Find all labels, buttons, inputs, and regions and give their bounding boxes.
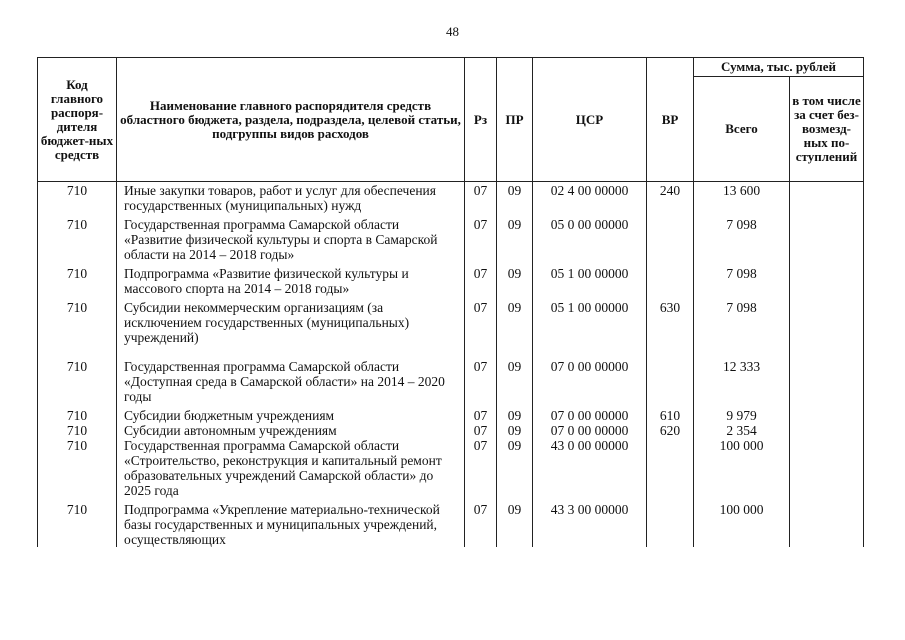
cell-vr	[647, 359, 694, 408]
cell-name: Иные закупки товаров, работ и услуг для обеспечения государственных (муниципальных) нужд	[117, 182, 465, 218]
cell-rz: 07	[465, 502, 497, 547]
cell-name: Субсидии бюджетным учреждениям	[117, 408, 465, 423]
cell-csr: 05 0 00 00000	[533, 217, 647, 266]
cell-incl	[790, 300, 864, 359]
cell-csr: 05 1 00 00000	[533, 266, 647, 300]
cell-name: Субсидии автономным учреждениям	[117, 423, 465, 438]
cell-pr: 09	[497, 502, 533, 547]
cell-pr: 09	[497, 266, 533, 300]
cell-csr: 07 0 00 00000	[533, 359, 647, 408]
cell-code: 710	[38, 300, 117, 359]
cell-incl	[790, 217, 864, 266]
cell-total: 7 098	[694, 217, 790, 266]
cell-name: Государственная программа Самарской области «Доступная среда в Самарской области» на 2014 – 2020 годы	[117, 359, 465, 408]
cell-rz: 07	[465, 300, 497, 359]
cell-rz: 07	[465, 423, 497, 438]
cell-csr: 43 3 00 00000	[533, 502, 647, 547]
cell-pr: 09	[497, 217, 533, 266]
table-row	[38, 182, 864, 218]
table-row	[38, 300, 864, 359]
cell-total: 2 354	[694, 423, 790, 438]
page-number: 48	[446, 24, 459, 39]
table-row	[38, 217, 864, 266]
cell-code: 710	[38, 408, 117, 423]
header-pr: ПР	[497, 58, 533, 182]
header-name: Наименование главного распорядителя средств областного бюджета, раздела, подраздела, целевой статьи, подгруппы видов расходов	[117, 58, 465, 182]
header-code: Код главного распоря-дителя бюджет-ных средств	[38, 58, 117, 182]
cell-csr: 05 1 00 00000	[533, 300, 647, 359]
cell-pr: 09	[497, 300, 533, 359]
cell-csr: 02 4 00 00000	[533, 182, 647, 218]
cell-total: 100 000	[694, 502, 790, 547]
cell-vr	[647, 266, 694, 300]
cell-vr: 620	[647, 423, 694, 438]
table-row	[38, 408, 864, 423]
cell-pr: 09	[497, 438, 533, 502]
cell-vr: 610	[647, 408, 694, 423]
cell-name: Подпрограмма «Укрепление материально-технической базы государственных и муниципальных учреждений, осуществляющих	[117, 502, 465, 547]
budget-table	[37, 57, 864, 547]
cell-pr: 09	[497, 182, 533, 218]
cell-rz: 07	[465, 217, 497, 266]
cell-total: 13 600	[694, 182, 790, 218]
cell-code: 710	[38, 502, 117, 547]
cell-name: Государственная программа Самарской области «Развитие физической культуры и спорта в Самарской области на 2014 – 2018 годы»	[117, 217, 465, 266]
cell-code: 710	[38, 182, 117, 218]
header-incl: в том числе за счет без-возмезд-ных по-ступлений	[790, 77, 864, 182]
header-total: Всего	[694, 77, 790, 182]
cell-csr: 43 0 00 00000	[533, 438, 647, 502]
cell-code: 710	[38, 217, 117, 266]
cell-rz: 07	[465, 359, 497, 408]
header-rz: Рз	[465, 58, 497, 182]
cell-total: 7 098	[694, 266, 790, 300]
cell-vr	[647, 217, 694, 266]
cell-code: 710	[38, 423, 117, 438]
cell-name: Государственная программа Самарской области «Строительство, реконструкция и капитальный ремонт образовательных учреждений Самарской области» до 2025 года	[117, 438, 465, 502]
cell-vr: 240	[647, 182, 694, 218]
cell-code: 710	[38, 438, 117, 502]
cell-csr: 07 0 00 00000	[533, 408, 647, 423]
cell-incl	[790, 182, 864, 218]
cell-total: 100 000	[694, 438, 790, 502]
table-row	[38, 423, 864, 438]
cell-code: 710	[38, 359, 117, 408]
header-vr: ВР	[647, 58, 694, 182]
cell-code: 710	[38, 266, 117, 300]
cell-total: 12 333	[694, 359, 790, 408]
table-row	[38, 502, 864, 547]
cell-incl	[790, 359, 864, 408]
cell-name: Подпрограмма «Развитие физической культуры и массового спорта на 2014 – 2018 годы»	[117, 266, 465, 300]
cell-rz: 07	[465, 408, 497, 423]
header-sum-group: Сумма, тыс. рублей	[694, 58, 864, 77]
cell-pr: 09	[497, 359, 533, 408]
cell-total: 7 098	[694, 300, 790, 359]
cell-incl	[790, 438, 864, 502]
table-header	[38, 58, 864, 182]
cell-rz: 07	[465, 182, 497, 218]
cell-incl	[790, 423, 864, 438]
cell-pr: 09	[497, 423, 533, 438]
cell-total: 9 979	[694, 408, 790, 423]
cell-incl	[790, 502, 864, 547]
table-row	[38, 266, 864, 300]
cell-name: Субсидии некоммерческим организациям (за исключением государственных (муниципальных) учреждений)	[117, 300, 465, 359]
cell-pr: 09	[497, 408, 533, 423]
header-csr: ЦСР	[533, 58, 647, 182]
table-body	[38, 182, 864, 548]
cell-incl	[790, 266, 864, 300]
cell-rz: 07	[465, 266, 497, 300]
cell-vr	[647, 438, 694, 502]
cell-vr	[647, 502, 694, 547]
table-row	[38, 359, 864, 408]
cell-incl	[790, 408, 864, 423]
cell-csr: 07 0 00 00000	[533, 423, 647, 438]
table-row	[38, 438, 864, 502]
cell-rz: 07	[465, 438, 497, 502]
cell-vr: 630	[647, 300, 694, 359]
